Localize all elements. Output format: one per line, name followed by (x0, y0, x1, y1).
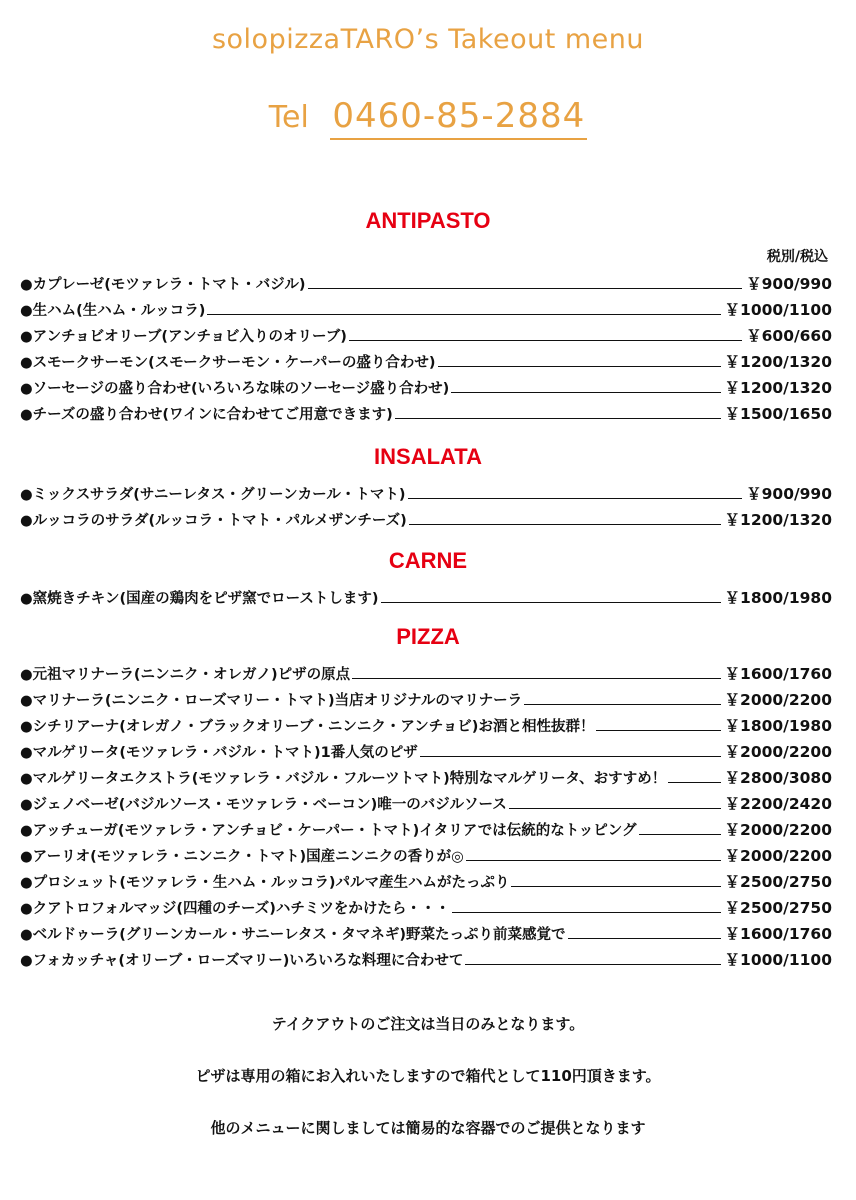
tax-column-header: 税別/税込 (766, 249, 828, 265)
item-name: ●マリナーラ(ニンニク・ローズマリー・トマト)当店オリジナルのマリナーラ (20, 693, 523, 709)
leader-line (452, 912, 721, 913)
tel-number: 0460-85-2884 (330, 96, 587, 140)
item-price: ￥1600/1760 (724, 925, 832, 943)
item-name: ●マルゲリータエクストラ(モツァレラ・バジル・フルーツトマト)特別なマルゲリータ、おすすめ！ (20, 771, 667, 787)
leader-line (466, 860, 721, 861)
item-price: ￥2200/2420 (724, 795, 832, 813)
item-price: ￥900/990 (746, 485, 832, 503)
menu-item (20, 346, 832, 372)
item-price: ￥2500/2750 (724, 873, 832, 891)
leader-line (511, 886, 720, 887)
leader-line (509, 808, 721, 809)
leader-line (381, 602, 721, 603)
insalata-list (20, 478, 832, 530)
item-price: ￥2000/2200 (724, 821, 832, 839)
menu-item (20, 918, 832, 944)
menu-item (20, 736, 832, 762)
leader-line (438, 366, 721, 367)
leader-line (668, 782, 720, 783)
menu-item (20, 320, 832, 346)
note-line: 他のメニューに関しましては簡易的な容器でのご提供となります (210, 1119, 646, 1137)
leader-line (465, 964, 720, 965)
item-name: ●アンチョビオリーブ(アンチョビ入りのオリーブ) (20, 329, 347, 345)
antipasto-list (20, 268, 832, 424)
leader-line (568, 938, 721, 939)
pizza-list (20, 658, 832, 970)
item-name: ●元祖マリナーラ(ニンニク・オレガノ)ピザの原点 (20, 667, 351, 683)
leader-line (451, 392, 720, 393)
section-heading-pizza: PIZZA (396, 624, 460, 649)
note-line: ピザは専用の箱にお入れいたしますので箱代として110円頂きます。 (195, 1067, 661, 1085)
item-price: ￥1800/1980 (724, 589, 832, 607)
carne-list (20, 582, 832, 608)
menu-item (20, 840, 832, 866)
leader-line (524, 704, 720, 705)
menu-item (20, 788, 832, 814)
item-price: ￥1600/1760 (724, 665, 832, 683)
leader-line (408, 498, 743, 499)
item-price: ￥600/660 (746, 327, 832, 345)
tel-label: Tel (268, 100, 309, 135)
item-price: ￥2000/2200 (724, 847, 832, 865)
item-name: ●窯焼きチキン(国産の鶏肉をピザ窯でローストします) (20, 591, 379, 607)
item-price: ￥1200/1320 (724, 511, 832, 529)
leader-line (409, 524, 721, 525)
menu-item (20, 658, 832, 684)
menu-item (20, 684, 832, 710)
item-price: ￥1500/1650 (724, 405, 832, 423)
menu-item (20, 504, 832, 530)
leader-line (207, 314, 720, 315)
item-name: ●ベルドゥーラ(グリーンカール・サニーレタス・タマネギ)野菜たっぷり前菜感覚で (20, 927, 566, 943)
item-name: ●アッチューガ(モツァレラ・アンチョビ・ケーパー・トマト)イタリアでは伝統的なトッピング (20, 823, 637, 839)
leader-line (349, 340, 742, 341)
menu-item (20, 814, 832, 840)
item-name: ●スモークサーモン(スモークサーモン・ケーパーの盛り合わせ) (20, 355, 436, 371)
item-name: ●クアトロフォルマッジ(四種のチーズ)ハチミツをかけたら・・・ (20, 901, 450, 917)
item-name: ●シチリアーナ(オレガノ・ブラックオリーブ・ニンニク・アンチョビ)お酒と相性抜群！ (20, 719, 595, 735)
section-heading-antipasto: ANTIPASTO (365, 208, 491, 233)
item-name: ●ルッコラのサラダ(ルッコラ・トマト・パルメザンチーズ) (20, 513, 407, 529)
menu-item (20, 710, 832, 736)
leader-line (308, 288, 743, 289)
menu-item (20, 582, 832, 608)
leader-line (639, 834, 721, 835)
menu-item (20, 892, 832, 918)
menu-item (20, 944, 832, 970)
item-name: ●プロシュット(モツァレラ・生ハム・ルッコラ)パルマ産生ハムがたっぷり (20, 875, 510, 891)
item-price: ￥2500/2750 (724, 899, 832, 917)
item-price: ￥2800/3080 (724, 769, 832, 787)
item-name: ●ジェノベーゼ(バジルソース・モツァレラ・ベーコン)唯一のバジルソース (20, 797, 507, 813)
item-price: ￥2000/2200 (724, 691, 832, 709)
item-name: ●生ハム(生ハム・ルッコラ) (20, 303, 206, 319)
item-name: ●チーズの盛り合わせ(ワインに合わせてご用意できます) (20, 407, 393, 423)
item-price: ￥1800/1980 (724, 717, 832, 735)
item-name: ●カプレーゼ(モツァレラ・トマト・バジル) (20, 277, 306, 293)
menu-item (20, 866, 832, 892)
leader-line (596, 730, 720, 731)
menu-item (20, 294, 832, 320)
takeout-notes (0, 1012, 856, 1168)
item-name: ●ソーセージの盛り合わせ(いろいろな味のソーセージ盛り合わせ) (20, 381, 450, 397)
item-price: ￥900/990 (746, 275, 832, 293)
item-name: ●ミックスサラダ(サニーレタス・グリーンカール・トマト) (20, 487, 406, 503)
menu-item (20, 762, 832, 788)
item-name: ●フォカッチャ(オリーブ・ローズマリー)いろいろな料理に合わせて (20, 953, 464, 969)
note-line: テイクアウトのご注文は当日のみとなります。 (271, 1015, 585, 1033)
leader-line (420, 756, 721, 757)
menu-item (20, 372, 832, 398)
section-heading-insalata: INSALATA (374, 444, 482, 469)
tel-line (0, 96, 856, 136)
leader-line (395, 418, 721, 419)
leader-line (352, 678, 720, 679)
menu-item (20, 478, 832, 504)
shop-title: solopizzaTARO’s Takeout menu (211, 24, 645, 55)
item-price: ￥1000/1100 (724, 951, 832, 969)
menu-item (20, 398, 832, 424)
section-heading-carne: CARNE (388, 548, 468, 573)
item-name: ●アーリオ(モツァレラ・ニンニク・トマト)国産ニンニクの香りが◎ (20, 849, 464, 865)
item-price: ￥1200/1320 (724, 353, 832, 371)
item-price: ￥1200/1320 (724, 379, 832, 397)
item-price: ￥1000/1100 (724, 301, 832, 319)
menu-item (20, 268, 832, 294)
item-name: ●マルゲリータ(モツァレラ・バジル・トマト)1番人気のピザ (20, 745, 418, 761)
item-price: ￥2000/2200 (724, 743, 832, 761)
